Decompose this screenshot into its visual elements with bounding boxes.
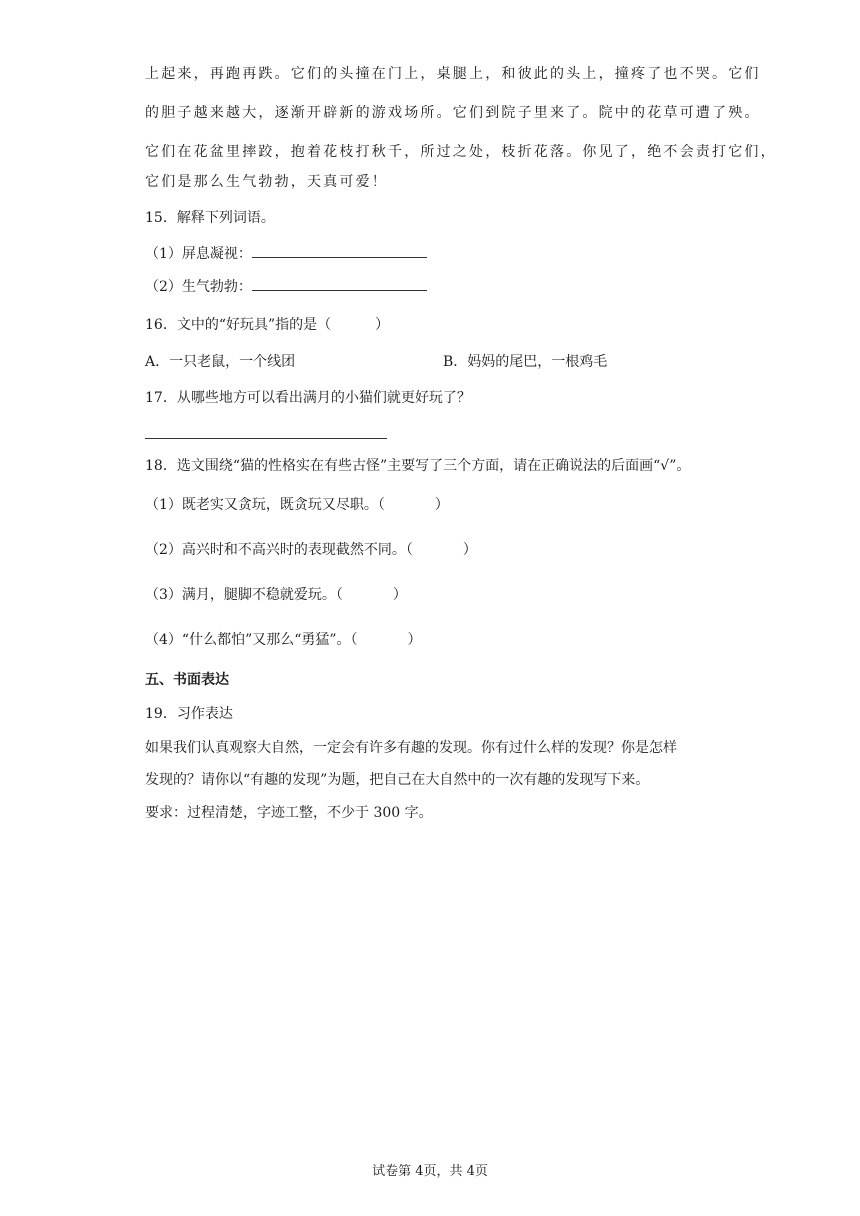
question-18-item-1 — [145, 495, 449, 515]
question-15-item-2 — [145, 276, 427, 297]
question-18-item-4-text: （4）“什么都怕”又那么“勇猛”。（ — [145, 632, 358, 648]
question-19-title: 19．习作表达 — [145, 706, 233, 722]
passage-line-3: 它们在花盆里摔跤，抱着花枝打秋千，所过之处，枝折花落。你见了，绝不会责打它们， — [145, 144, 777, 160]
passage-line-4: 它们是那么生气勃勃，天真可爱！ — [145, 174, 388, 190]
question-18-item-4-close: ） — [407, 632, 422, 648]
question-16-title-close: ） — [375, 317, 390, 333]
question-18-item-2-text: （2）高兴时和不高兴时的表现截然不同。（ — [145, 542, 413, 558]
question-18-item-3-text: （3）满月，腿脚不稳就爱玩。（ — [145, 587, 343, 603]
question-18-item-3 — [145, 585, 407, 605]
question-18-item-4 — [145, 630, 422, 650]
page-footer: 试卷第 4页，共 4页 — [372, 1164, 488, 1179]
question-19-line-1: 如果我们认真观察大自然，一定会有许多有趣的发现。你有过什么样的发现？你是怎样 — [145, 740, 677, 756]
question-19-line-3: 要求：过程清楚，字迹工整，不少于 300 字。 — [145, 805, 433, 821]
passage-line-1: 上起来，再跑再跌。它们的头撞在门上，桌腿上，和彼此的头上，撞疼了也不哭。它们 — [145, 66, 761, 82]
question-15-title: 15．解释下列词语。 — [145, 210, 275, 226]
question-18-item-1-text: （1）既老实又贪玩，既贪玩又尽职。（ — [145, 497, 385, 513]
section-5-heading: 五、书面表达 — [145, 672, 229, 688]
passage-line-2: 的胆子越来越大，逐渐开辟新的游戏场所。它们到院子里来了。院中的花草可遭了殃。 — [145, 105, 761, 121]
question-16-title — [145, 315, 389, 335]
question-19-line-2: 发现的？请你以“有趣的发现”为题，把自己在大自然中的一次有趣的发现写下来。 — [145, 772, 650, 788]
question-15-item-2-label: （2）生气勃勃： — [145, 279, 252, 295]
question-18-item-3-close: ） — [392, 587, 407, 603]
answer-blank-15-1[interactable] — [252, 243, 427, 258]
question-18-item-2 — [145, 540, 477, 560]
question-16-option-b[interactable]: B．妈妈的尾巴，一根鸡毛 — [443, 354, 608, 370]
question-18-item-1-close: ） — [434, 497, 449, 513]
question-16-option-a[interactable]: A．一只老鼠，一个线团 — [145, 354, 296, 370]
question-17-title: 17．从哪些地方可以看出满月的小猫们就更好玩了？ — [145, 390, 471, 406]
question-15-item-1 — [145, 243, 427, 264]
question-17-answer-line — [145, 424, 387, 445]
answer-blank-17[interactable] — [145, 424, 387, 439]
question-16-title-text: 16．文中的“好玩具”指的是（ — [145, 317, 332, 333]
question-18-item-2-close: ） — [462, 542, 477, 558]
answer-blank-15-2[interactable] — [252, 276, 427, 291]
question-18-title: 18．选文围绕“猫的性格实在有些古怪”主要写了三个方面，请在正确说法的后面画“√”。 — [145, 458, 691, 474]
question-15-item-1-label: （1）屏息凝视： — [145, 246, 252, 262]
